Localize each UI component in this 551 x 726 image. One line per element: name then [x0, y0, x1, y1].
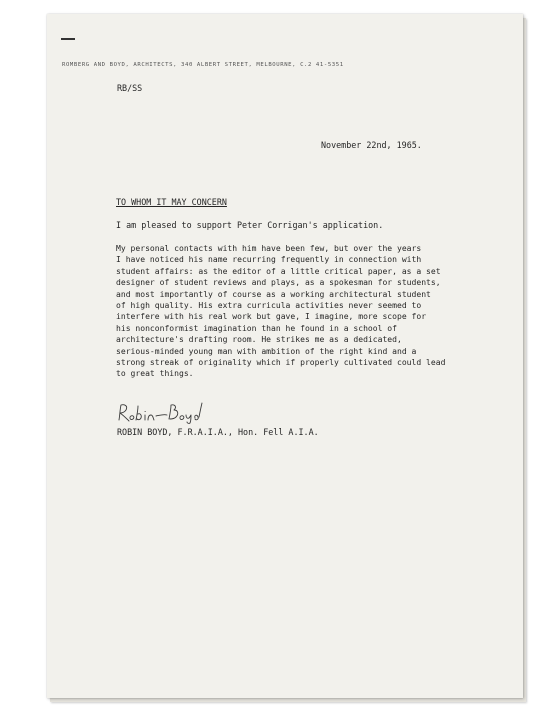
paper-mark [61, 38, 75, 40]
signer-name: ROBIN BOYD, F.R.A.I.A., Hon. Fell A.I.A. [117, 427, 319, 437]
body-line: and most importantly of course as a working architectural student [116, 289, 431, 299]
body-line: I have noticed his name recurring frequently in connection with [116, 255, 422, 265]
body-line: his nonconformist imagination than he found in a school of [116, 323, 397, 333]
body-line: serious-minded young man with ambition of the right kind and a [116, 346, 417, 356]
body-line: interfere with his real work but gave, I imagine, more scope for [116, 312, 427, 322]
body-line: strong streak of originality which if properly cultivated could lead [116, 358, 446, 368]
body-line: My personal contacts with him have been few, but over the years [116, 244, 422, 253]
letter-date: November 22nd, 1965. [321, 140, 422, 150]
body-line: to great things. [116, 369, 194, 379]
body-line: designer of student reviews and plays, as a spokesman for students, [116, 278, 441, 288]
body-line: of high quality. His extra curricula activities never seemed to [116, 301, 422, 311]
salutation: TO WHOM IT MAY CONCERN [116, 197, 227, 207]
handwritten-signature [117, 402, 207, 424]
reference-initials: RB/SS [117, 83, 143, 93]
body-line: architecture's drafting room. He strikes me as a dedicated, [116, 335, 402, 345]
letterhead: ROMBERG AND BOYD, ARCHITECTS, 340 ALBERT STREET, MELBOURNE, C.2 41-5351 [62, 62, 344, 68]
intro-paragraph: I am pleased to support Peter Corrigan's application. [116, 220, 384, 230]
body-paragraph [116, 243, 496, 380]
signature-scrawl-icon [117, 402, 207, 424]
body-line: student affairs: as the editor of a little critical paper, as a set [116, 266, 441, 276]
